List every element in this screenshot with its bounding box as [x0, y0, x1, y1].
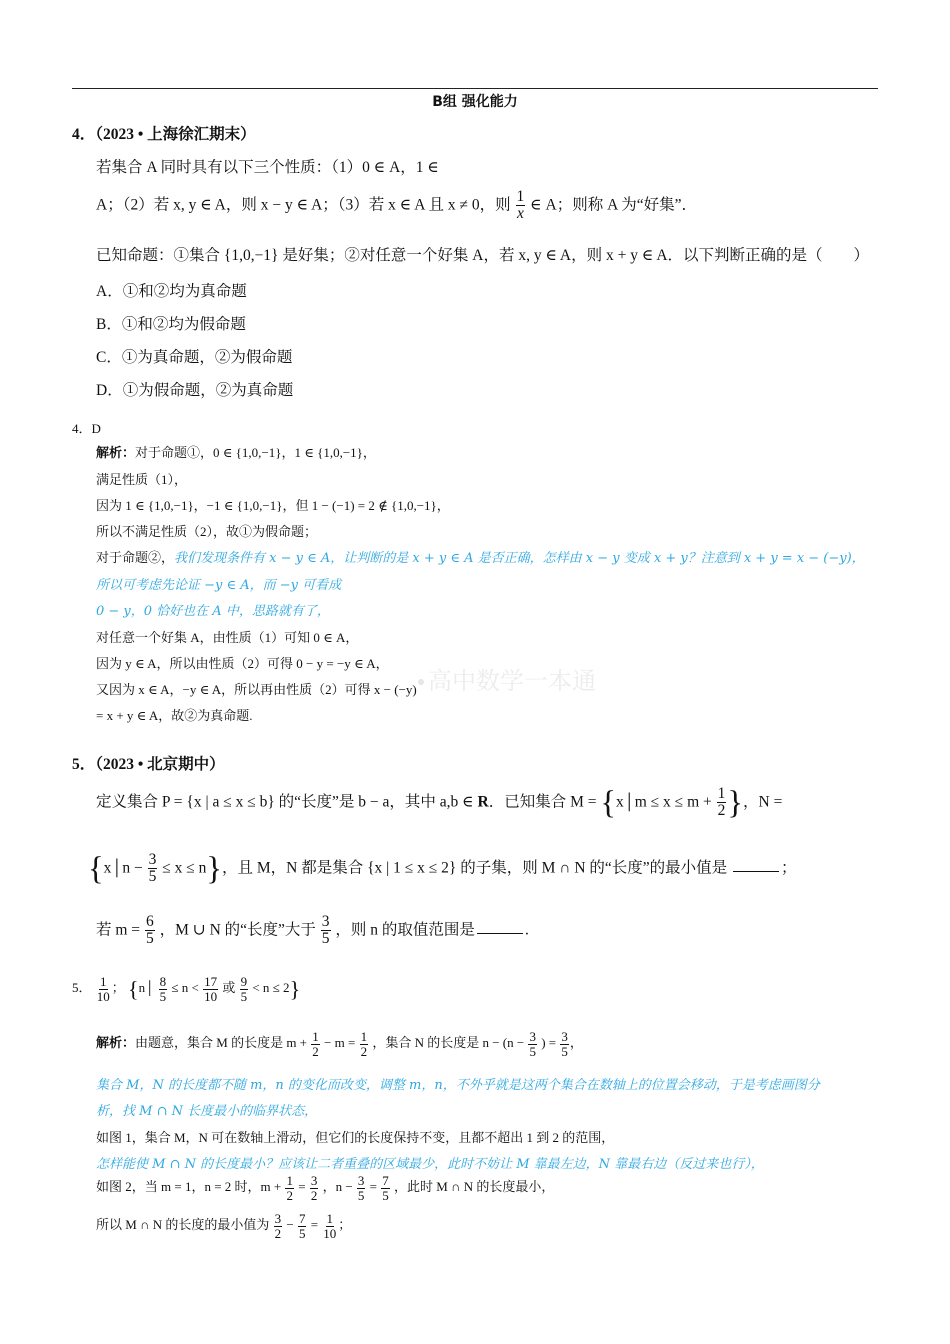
a5-line3: 如图 2，当 m = 1，n = 2 时，m + $\frac{1}{2}$ = $\frac{3}{2}$ ，n − $\frac{3}{5}$ = $\frac{7}{5}$ ，此时 M ∩ N 的长度最小，: [96, 1173, 555, 1203]
watermark: 高中数学一本通: [418, 661, 596, 696]
a4-line11: = x + y ∈ A，故②为真命题.: [96, 708, 253, 723]
q5-line3: 若 m = $\frac{6}{5}$ ，M ∪ N 的“长度”大于 $\frac{3}{5}$ ，则 n 的取值范围是 .: [96, 913, 529, 948]
a4-hint1: 我们发现条件有 x − y ∈ A，让判断的是 x + y ∈ A 是否正确，怎样由 x − y 变成 x + y？注意到 x + y = x − (−y)，: [174, 551, 865, 566]
q4-fraction: $\frac{1}{x}$: [516, 188, 525, 223]
watermark-dot-icon: [418, 679, 424, 685]
a5-line1: 解析：由题意，集合 M 的长度是 m + $\frac{1}{2}$ − m = $\frac{1}{2}$ ，集合 N 的长度是 n − (n − $\frac{3}{5}$ ) = $\frac{3}{5}$ ，: [96, 1029, 583, 1059]
a5-hint3: 怎样能使 M ∩ N 的长度最小？应该让二者重叠的区域最少，此时不妨让 M 靠最左边，N 靠最右边（反过来也行），: [96, 1157, 764, 1172]
a4-line1: 解析：对于命题①，0 ∈ {1,0,−1}，1 ∈ {1,0,−1}，: [96, 445, 376, 460]
q4-option-a: A．①和②均为真命题: [96, 283, 247, 300]
a4-line10: 又因为 x ∈ A，−y ∈ A，所以再由性质（2）可得 x − (−y): [96, 682, 417, 697]
q5-frac-3-5b: $\frac{3}{5}$: [321, 913, 330, 948]
a4-hint2: 所以可考虑先论证 −y ∈ A，而 −y 可看成: [96, 578, 342, 593]
a4-line9: 因为 y ∈ A，所以由性质（2）可得 0 − y = −y ∈ A，: [96, 656, 389, 671]
q5-frac-half: $\frac{1}{2}$: [717, 785, 726, 820]
a5-line4: 所以 M ∩ N 的长度的最小值为 $\frac{3}{2}$ − $\frac{7}{5}$ = $\frac{1}{10}$ ；: [96, 1211, 352, 1241]
a4-line3: 因为 1 ∈ {1,0,−1}，−1 ∈ {1,0,−1}，但 1 − (−1) = 2 ∉ {1,0,−1}，: [96, 498, 450, 513]
answer-blank-1: [733, 870, 779, 872]
q4-header: 4．（2023 • 上海徐汇期末）: [72, 126, 256, 143]
a4-line8: 对任意一个好集 A，由性质（1）可知 0 ∈ A，: [96, 630, 359, 645]
a5-hint2: 析，找 M ∩ N 长度最小的临界状态，: [96, 1104, 318, 1119]
q5-header: 5．（2023 • 北京期中）: [72, 756, 225, 773]
a4-line5: 对于命题②，我们发现条件有 x − y ∈ A，让判断的是 x + y ∈ A 是否正确，怎样由 x − y 变成 x + y？注意到 x + y = x − (−y)，: [96, 550, 865, 566]
a5-line2: 如图 1，集合 M，N 可在数轴上滑动，但它们的长度保持不变，且都不超出 1 到 2 的范围，: [96, 1130, 615, 1145]
q4-line2-b: ∈ A；则称 A 为“好集”．: [530, 196, 698, 214]
a5-hint1: 集合 M，N 的长度都不随 m，n 的变化而改变，调整 m，n，不外乎就是这两个集合在数轴上的位置会移动，于是考虑画图分: [96, 1078, 820, 1093]
top-rule: [72, 88, 878, 89]
q4-option-d: D．①为假命题，②为真命题: [96, 382, 294, 399]
a4-hint3: 0 − y，0 恰好也在 A 中，思路就有了，: [96, 604, 330, 619]
q4-line1: 若集合 A 同时具有以下三个性质：（1）0 ∈ A，1 ∈: [96, 159, 439, 176]
answer-blank-2: [477, 932, 523, 934]
section-title: B组 强化能力: [432, 94, 518, 110]
q4-line2: [96, 189, 697, 223]
q5-frac-3-5: $\frac{3}{5}$: [148, 851, 157, 886]
q4-line3: 已知命题：①集合 {1,0,−1} 是好集；②对任意一个好集 A，若 x, y ∈ A，则 x + y ∈ A．以下判断正确的是（ ）: [96, 247, 870, 264]
q4-option-c: C．①为真命题，②为假命题: [96, 349, 293, 366]
a4-answer: 4．D: [72, 421, 101, 436]
brace-open: {: [600, 784, 617, 821]
a4-line4: 所以不满足性质（2），故①为假命题；: [96, 524, 318, 539]
q5-line1: 定义集合 P = {x | a ≤ x ≤ b} 的“长度”是 b − a，其中 a,b ∈ R．已知集合 M = {x│m ≤ x ≤ m + $\frac{1}{2}$ }，N =: [96, 784, 783, 821]
q5-frac-6-5: $\frac{6}{5}$: [145, 913, 154, 948]
q4-line2-a: A；（2）若 x, y ∈ A，则 x − y ∈ A；（3）若 x ∈ A 且 x ≠ 0，则: [96, 196, 511, 214]
brace-close: }: [727, 784, 743, 821]
q5-line2: {x│n − $\frac{3}{5}$ ≤ x ≤ n}，且 M，N 都是集合 {x | 1 ≤ x ≤ 2} 的子集，则 M ∩ N 的“长度”的最小值是 ；: [88, 850, 797, 887]
a4-label: 解析：: [96, 445, 136, 460]
a4-line2: 满足性质（1），: [96, 472, 188, 487]
q4-option-b: B．①和②均为假命题: [96, 316, 246, 333]
a5-answer: 5． $\frac{1}{10}$ ； {n│ $\frac{8}{5}$ ≤ n < $\frac{17}{10}$ 或 $\frac{9}{5}$ < n ≤ 2}: [72, 974, 301, 1004]
